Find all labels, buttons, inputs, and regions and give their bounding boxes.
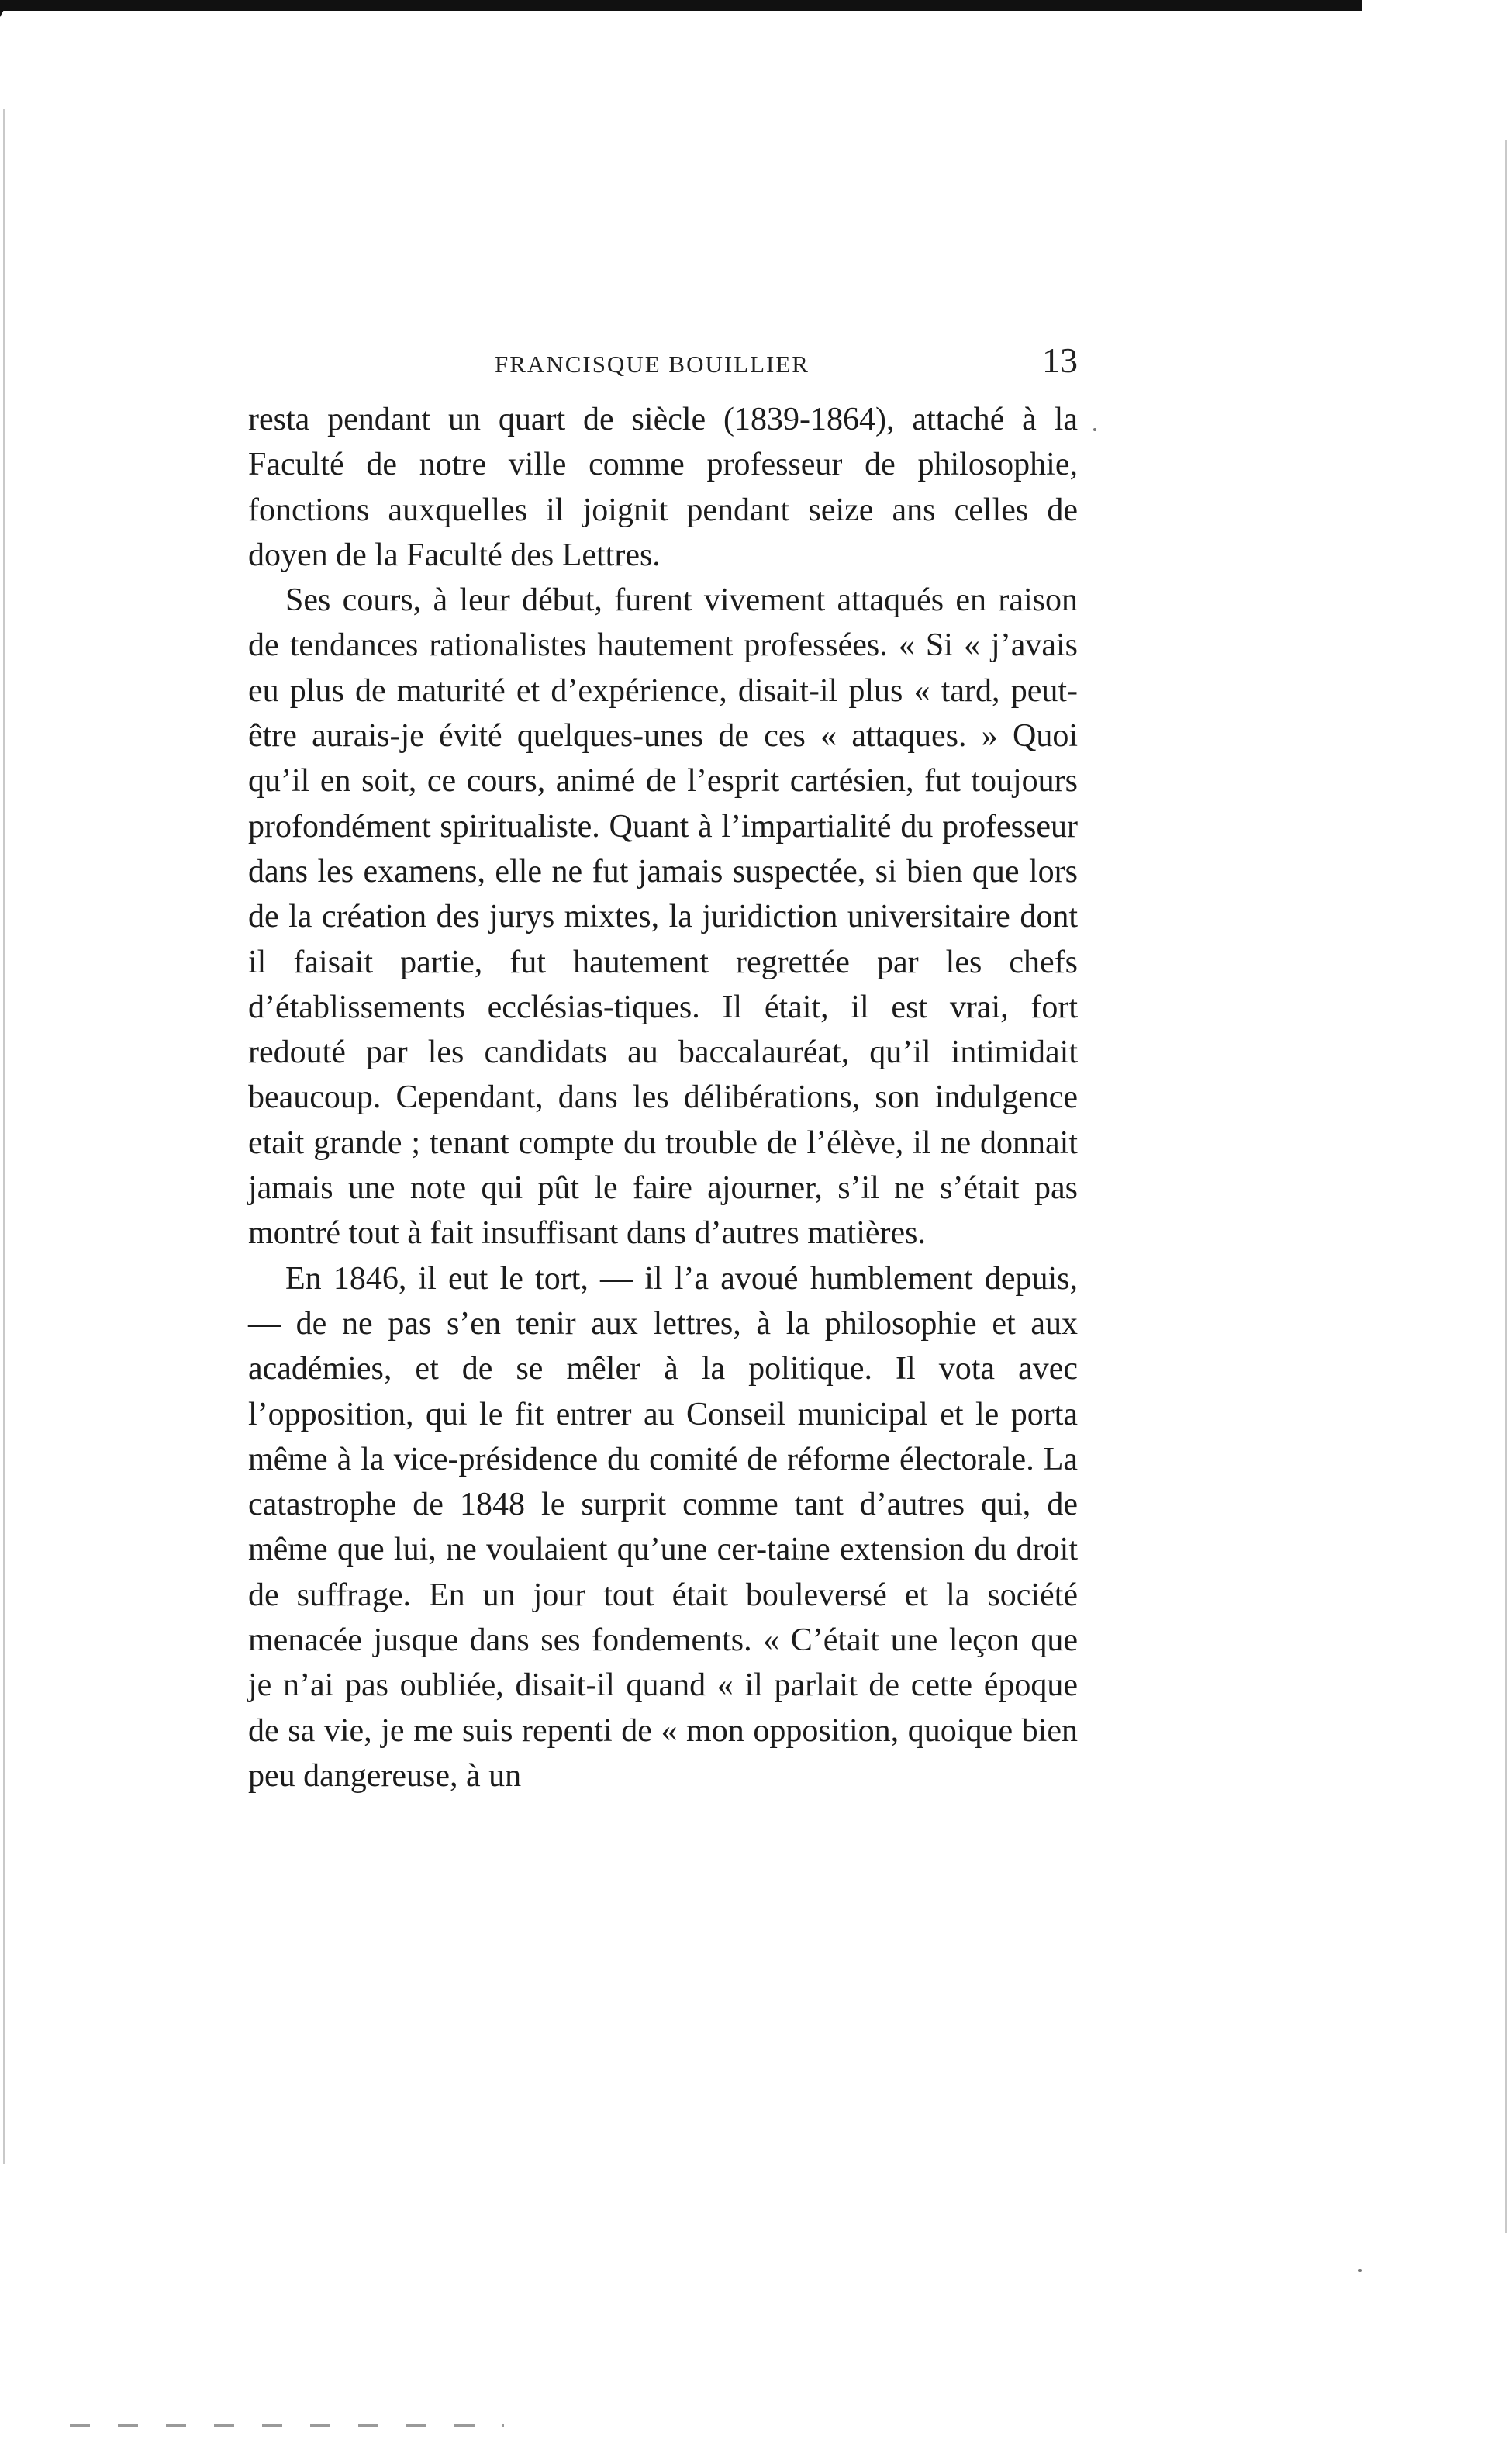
scan-corner-mark (0, 0, 9, 17)
body-paragraph: Ses cours, à leur début, furent vivement attaqués en raison de tendances rationalistes hautement professées. « Si « j’avais eu plus de maturité et d’expérience, disait-il plus « tard, peut-être aurais-je évité quelques-unes de ces « attaques. » Quoi qu’il en soit, ce cours, animé de l’esprit cartésien, fut toujours profondément spiritualiste. Quant à l’impartialité du professeur dans les examens, elle ne fut jamais suspectée, si bien que lors de la création des jurys mixtes, la juridiction universitaire dont il faisait partie, fut hautement regrettée par les chefs d’établissements ecclésias-tiques. Il était, il est vrai, fort redouté par les candidats au baccalauréat, qu’il intimidait beaucoup. Cependant, dans les délibérations, son indulgence etait grande ; tenant compte du trouble de l’élève, il ne donnait jamais une note qui pût le faire ajourner, s’il ne s’était pas montré tout à fait insuffisant dans d’autres matières. (248, 582, 1078, 1252)
running-title: FRANCISQUE BOUILLIER (495, 351, 810, 378)
body-paragraph: resta pendant un quart de siècle (1839-1864), attaché à la Faculté de notre ville comme professeur de philosophie, fonctions auxquelles il joignit pendant seize ans celles de doyen de la Faculté des Lettres. (248, 402, 1078, 573)
scan-speck (1093, 428, 1096, 431)
scan-top-border (0, 0, 1362, 11)
scan-right-edge-line (1505, 140, 1507, 2233)
scan-left-edge-line (3, 109, 5, 2164)
running-head (248, 340, 1078, 386)
body-paragraph: En 1846, il eut le tort, — il l’a avoué humblement depuis, — de ne pas s’en tenir aux lettres, à la philosophie et aux académies, et de se mêler à la politique. Il vota avec l’opposition, qui le fit entrer au Conseil municipal et le porta même à la vice-présidence du comité de réforme électorale. La catastrophe de 1848 le surprit comme tant d’autres qui, de même que lui, ne voulaient qu’une cer-taine extension du droit de suffrage. En un jour tout était bouleversé et la société menacée jusque dans ses fondements. « C’était une leçon que je n’ai pas oubliée, disait-il quand « il parlait de cette époque de sa vie, je me suis repenti de « mon opposition, quoique bien peu dangereuse, à un (248, 1260, 1078, 1794)
scan-bottom-dash-row (70, 2424, 504, 2427)
scan-speck (1358, 2269, 1362, 2272)
page-body (248, 397, 1078, 1798)
page-number: 13 (1042, 340, 1078, 380)
